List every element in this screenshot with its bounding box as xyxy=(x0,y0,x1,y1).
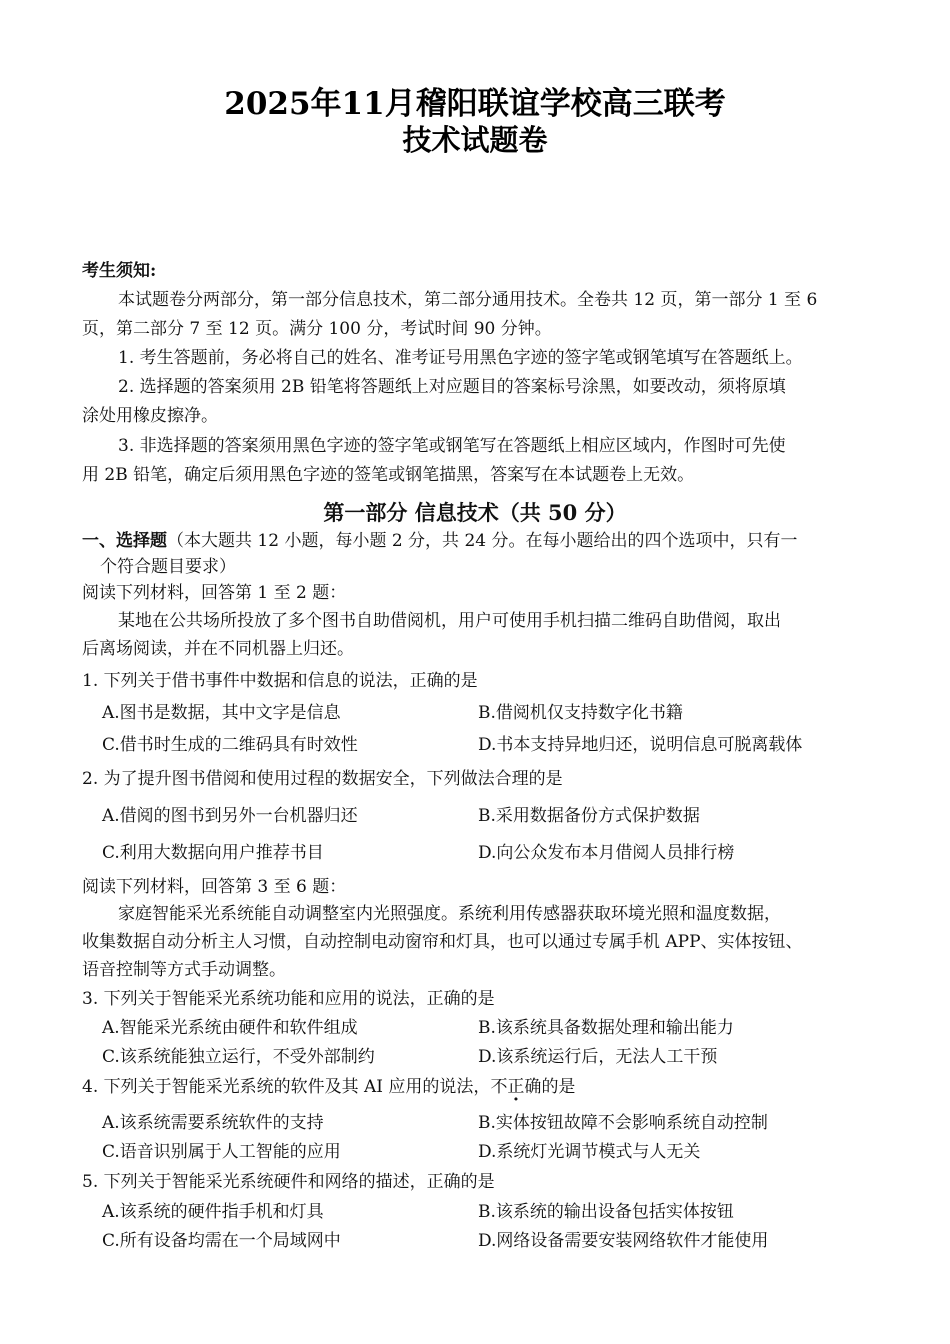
question-stem: 5. 下列关于智能采光系统硬件和网络的描述，正确的是 xyxy=(82,1172,495,1192)
section-heading xyxy=(82,530,798,552)
option-a: A.该系统的硬件指手机和灯具 xyxy=(102,1202,324,1222)
notice-line: 3. 非选择题的答案须用黑色字迹的签字笔或钢笔写在答题纸上相应区域内，作图时可先使 xyxy=(118,436,786,456)
option-b: B.实体按钮故障不会影响系统自动控制 xyxy=(478,1113,768,1133)
option-c: C.利用大数据向用户推荐书目 xyxy=(102,843,324,863)
exam-title: 2025年11月稽阳联谊学校高三联考 xyxy=(224,86,726,122)
notice-line: 涂处用橡皮擦净。 xyxy=(82,406,218,426)
material-text: 家庭智能采光系统能自动调整室内光照强度。系统利用传感器获取环境光照和温度数据， xyxy=(118,904,781,924)
option-c: C.所有设备均需在一个局域网中 xyxy=(102,1231,341,1251)
option-a: A.该系统需要系统软件的支持 xyxy=(102,1113,324,1133)
notice-line: 2. 选择题的答案须用 2B 铅笔将答题纸上对应题目的答案标号涂黑，如要改动，须将原填 xyxy=(118,377,786,397)
option-d: D.系统灯光调节模式与人无关 xyxy=(478,1142,701,1162)
option-b: B.该系统具备数据处理和输出能力 xyxy=(478,1018,734,1038)
option-d: D.网络设备需要安装网络软件才能使用 xyxy=(478,1231,769,1251)
option-c: C.借书时生成的二维码具有时效性 xyxy=(102,735,358,755)
option-d: D.书本支持异地归还，说明信息可脱离载体 xyxy=(478,735,803,755)
notice-line: 用 2B 铅笔，确定后须用黑色字迹的签笔或钢笔描黑，答案写在本试题卷上无效。 xyxy=(82,465,695,485)
option-a: A.智能采光系统由硬件和软件组成 xyxy=(102,1018,358,1038)
notice-line: 页，第二部分 7 至 12 页。满分 100 分，考试时间 90 分钟。 xyxy=(82,319,552,339)
option-b: B.该系统的输出设备包括实体按钮 xyxy=(478,1202,734,1222)
stem-post: 的是 xyxy=(541,1077,576,1097)
option-d: D.向公众发布本月借阅人员排行榜 xyxy=(478,843,735,863)
material-text: 后离场阅读，并在不同机器上归还。 xyxy=(82,639,354,659)
option-a: A.借阅的图书到另外一台机器归还 xyxy=(102,806,358,826)
option-d: D.该系统运行后，无法人工干预 xyxy=(478,1047,718,1067)
section-desc: （本大题共 12 小题，每小题 2 分，共 24 分。在每小题给出的四个选项中，只有一 xyxy=(167,531,798,551)
stem-emphasis: 不正确 xyxy=(490,1077,542,1097)
stem-pre: 4. 下列关于智能采光系统的软件及其 AI 应用的说法， xyxy=(82,1077,491,1097)
section-title: 一、选择题 xyxy=(82,531,167,551)
section-desc-cont: 个符合题目要求） xyxy=(100,557,236,577)
question-stem: 1. 下列关于借书事件中数据和信息的说法，正确的是 xyxy=(82,671,478,691)
question-stem: 2. 为了提升图书借阅和使用过程的数据安全，下列做法合理的是 xyxy=(82,769,563,789)
material-intro: 阅读下列材料，回答第 1 至 2 题： xyxy=(82,583,347,603)
material-text: 语音控制等方式手动调整。 xyxy=(82,960,286,980)
part-title: 第一部分 信息技术（共 50 分） xyxy=(323,500,627,525)
material-intro: 阅读下列材料，回答第 3 至 6 题： xyxy=(82,877,347,897)
option-c: C.该系统能独立运行，不受外部制约 xyxy=(102,1047,375,1067)
material-text: 收集数据自动分析主人习惯，自动控制电动窗帘和灯具，也可以通过专属手机 APP、实体按钮、 xyxy=(82,932,803,952)
exam-subtitle: 技术试题卷 xyxy=(402,123,548,157)
question-stem xyxy=(82,1076,575,1098)
question-stem: 3. 下列关于智能采光系统功能和应用的说法，正确的是 xyxy=(82,989,495,1009)
option-b: B.借阅机仅支持数字化书籍 xyxy=(478,703,683,723)
notice-line: 1. 考生答题前，务必将自己的姓名、准考证号用黑色字迹的签字笔或钢笔填写在答题纸上。 xyxy=(118,348,803,368)
material-text: 某地在公共场所投放了多个图书自助借阅机，用户可使用手机扫描二维码自助借阅，取出 xyxy=(118,611,781,631)
option-b: B.采用数据备份方式保护数据 xyxy=(478,806,700,826)
option-a: A.图书是数据，其中文字是信息 xyxy=(102,703,341,723)
notice-heading: 考生须知: xyxy=(82,261,157,281)
notice-line: 本试题卷分两部分，第一部分信息技术，第二部分通用技术。全卷共 12 页，第一部分 1 至 6 xyxy=(118,290,818,310)
option-c: C.语音识别属于人工智能的应用 xyxy=(102,1142,341,1162)
